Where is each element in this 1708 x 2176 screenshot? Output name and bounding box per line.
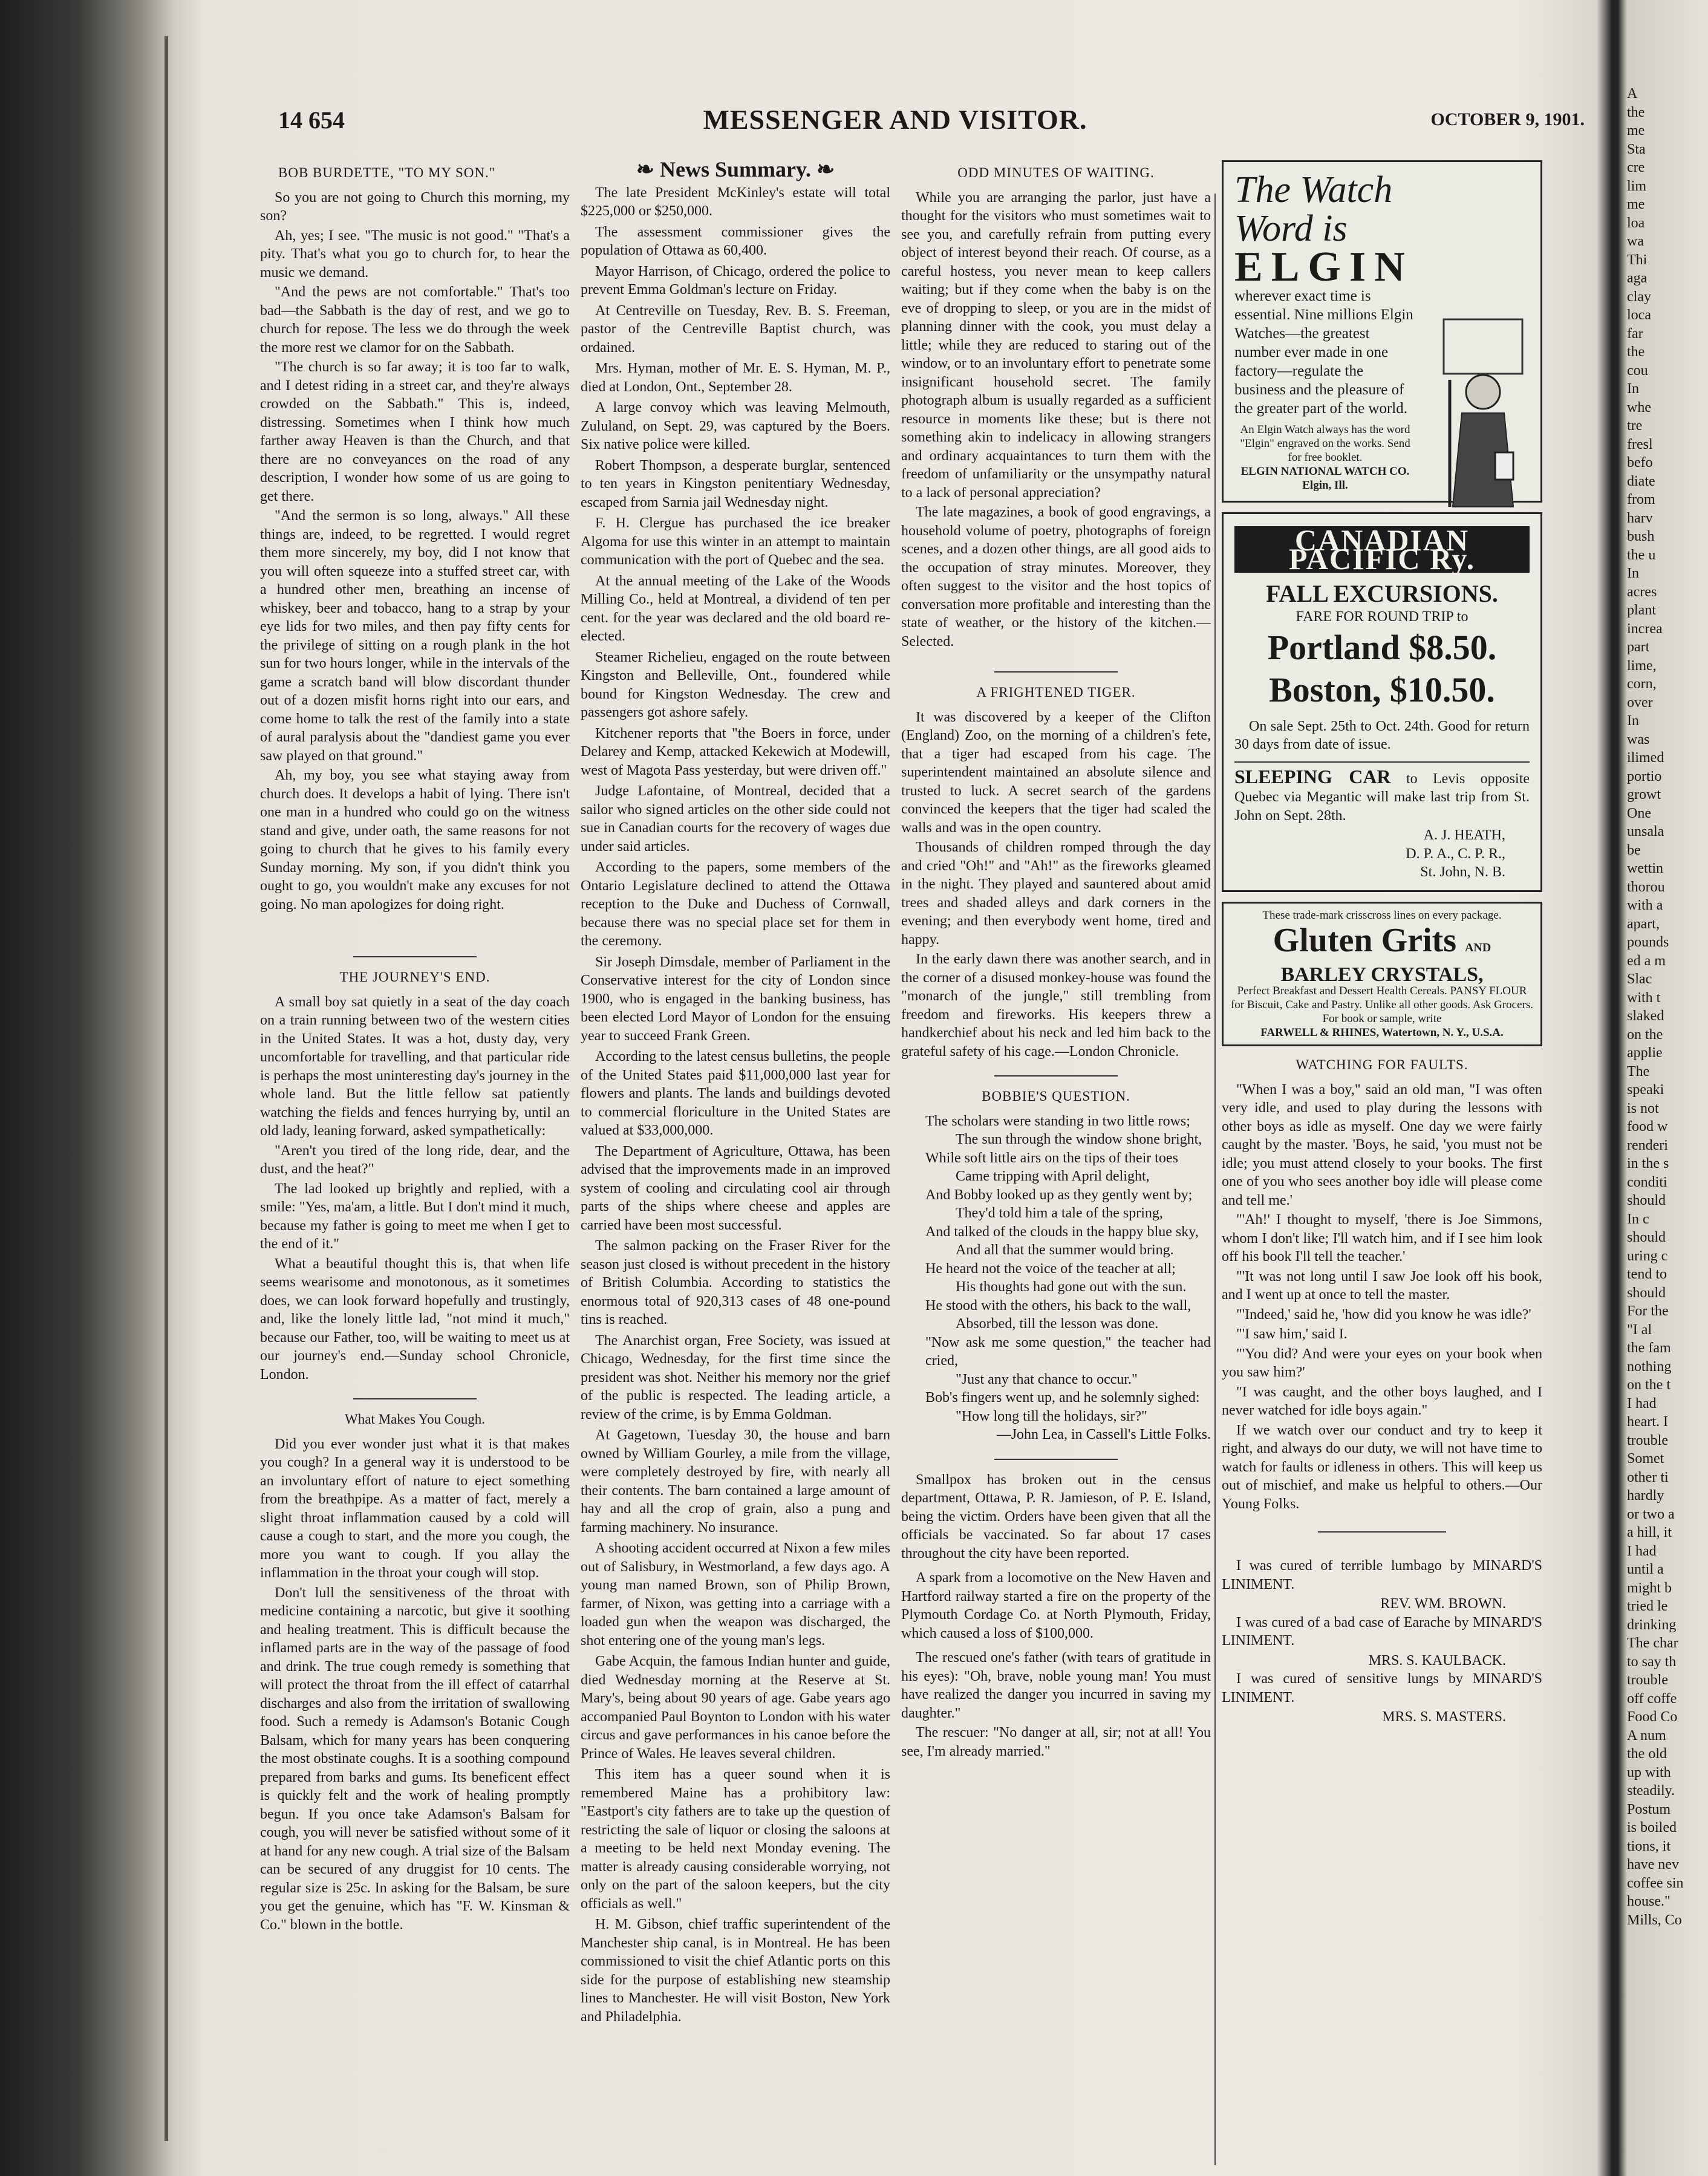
minard-testimonials [1222,1557,1542,1727]
fragment-line: tre [1627,418,1643,434]
article-paragraph: If we watch over our conduct and try to keep it right, and always do our duty, we will not have time to watch for faults or idleness in others. This will keep us out of mischief, and make us helpful to others.—Our Young Folks. [1222,1422,1542,1512]
news-item: A large convoy which was leaving Melmouth, Zululand, on Sept. 29, was captured by the Boers. Six native police were killed. [581,400,890,452]
article-paragraph: "When I was a boy," said an old man, "I was often very idle, and used to play during the lessons with other boys as idle as myself. One day we were fairly caught by the master. 'Boys, he said, 'you must not be idle; you must attend closely to your books. The first one of you who sees another boy idle will please come and tell me.' [1222,1081,1542,1208]
article-paragraph: A spark from a locomotive on the New Haven and Hartford railway started a fire on the property of the Plymouth Cordage Co. at North Plymouth, Friday, which caused a loss of $100,000. [901,1570,1211,1641]
testimonial: I was cured of terrible lumbago by MINARD'S LINIMENT. [1222,1558,1542,1592]
father-time-illustration [1438,313,1528,513]
article-title: BOB BURDETTE, "TO MY SON." [278,165,496,180]
article-paragraph: "Aren't you tired of the long ride, dear, and the dust, and the heat?" [260,1142,570,1177]
fragment-line: speaki [1627,1082,1664,1098]
fragment-line: or two a [1627,1506,1675,1522]
fragment-line: aga [1627,270,1648,286]
cpr-sleeping-label: SLEEPING CAR [1234,765,1391,787]
fragment-line: uring c [1627,1248,1668,1264]
fragment-line: tried le [1627,1598,1668,1614]
fragment-line: me [1627,197,1645,212]
fragment-line: The [1627,1063,1650,1080]
poem-line: Came tripping with April delight, [956,1168,1150,1184]
fragment-line: Sta [1627,141,1646,157]
column-4 [1222,160,1542,2156]
fragment-line: was [1627,731,1650,748]
fragment-line: should [1627,1193,1666,1208]
testimonial-signature: MRS. S. MASTERS. [1382,1709,1506,1725]
fragment-line: One [1627,805,1651,821]
news-item: According to the latest census bulletins, the people of the United States paid $11,000,000 last year for flowers and plants. The lands and buildings devoted to commercial floriculture in the United States are valued at $33,000,000. [581,1049,890,1138]
elgin-headline-line: The Watch [1234,169,1393,210]
fragment-line: off coffe [1627,1690,1677,1707]
section-divider [994,671,1118,673]
fragment-line: wa [1627,233,1644,249]
fragment-line: trouble [1627,1672,1668,1688]
fragment-line: house." [1627,1894,1671,1909]
fragment-line: me [1627,123,1645,138]
cpr-sleeping [1234,767,1530,826]
news-item: The late President McKinley's estate will total $225,000 or $250,000. [581,184,890,219]
fragment-line: The char [1627,1635,1678,1651]
fragment-line: growt [1627,787,1661,803]
fragment-line: ilimed [1627,750,1664,766]
fragment-line: the old [1627,1746,1667,1762]
article-title: What Makes You Cough. [345,1412,485,1427]
fragment-line: should [1627,1285,1666,1301]
fragment-line: in the s [1627,1156,1669,1171]
fragment-line: loca [1627,307,1651,323]
fragment-line: lime, [1627,657,1657,674]
gluten-tagline: These trade-mark crisscross lines on every package. [1262,908,1502,922]
news-item: Gabe Acquin, the famous Indian hunter and guide, died Wednesday morning at the Reserve at St. Mary's, being about 90 years of age. Gabe years ago accompanied Paul Boynton to London with his water circus and gave performances in his canoe before the Prince of Wales. He leaves several children. [581,1653,890,1762]
newspaper-page [181,48,1609,2153]
fragment-line: be [1627,842,1641,858]
fragment-line: is not [1627,1100,1659,1116]
news-item: Steamer Richelieu, engaged on the route between Kingston and Belleville, Ont., foundered while bound for Kingston Wednesday. The crew and passengers got ashore safely. [581,649,890,720]
fragment-line: thorou [1627,879,1665,895]
fragment-line: tend to [1627,1266,1667,1282]
fragment-line: diate [1627,473,1655,489]
elgin-note: An Elgin Watch always has the word "Elgin" engraved on the works. Send for free booklet. [1240,423,1410,464]
news-item: Kitchener reports that "the Boers in force, under Delarey and Kemp, attacked Kekewich at Modewill, west of Magota Pass yesterday, but were driven off." [581,725,890,778]
fragment-line: with t [1627,989,1661,1006]
cpr-price-portland: Portland $8.50. [1267,627,1497,667]
article-paragraph: What a beautiful thought this is, that when life seems wearisome and monotonous, as it sometimes does, we can look forward hopefully and trustingly, and, like the lonely little lad, "not mind it much," because our Father, too, will be waiting to meet us at our journey's end.—Sunday school Chronicle, London. [260,1256,570,1383]
news-item: F. H. Clergue has purchased the ice breaker Algoma for use this winter in an attempt to maintain communication with the port of Quebec and the sea. [581,515,890,568]
news-list [581,184,890,2027]
article-title: BOBBIE'S QUESTION. [982,1089,1130,1104]
news-item: H. M. Gibson, chief traffic superintendent of the Manchester ship canal, is in Montreal. He has been commissioned to visit the chief Atlantic ports on this side for the purpose of establishing new steamship lines to Manchester. He will visit Boston, New York and Philadelphia. [581,1917,890,2025]
news-item: Sir Joseph Dimsdale, member of Parliament in the Conservative interest for the city of London since 1900, who is engaged in the banking business, has been elected Lord Mayor of London for the ensuing year to succeed Frank Green. [581,954,890,1044]
fragment-line: the fam [1627,1340,1671,1356]
poem-line: And Bobby looked up as they gently went by; [925,1187,1193,1203]
fragment-line: coffee sin [1627,1875,1684,1891]
article-paragraph: "I was caught, and the other boys laughed, and I never watched for idle boys again." [1222,1384,1542,1418]
fragment-line: with a [1627,897,1663,913]
article-title: THE JOURNEY'S END. [339,969,491,985]
fragment-line: food w [1627,1119,1668,1135]
elgin-advertisement [1222,160,1542,503]
page-number: 14 654 [278,106,345,134]
gluten-address: FARWELL & RHINES, Watertown, N. Y., U.S.A. [1260,1026,1504,1039]
article-paragraph: "'It was not long until I saw Joe look off his book, and I went up at once to tell the master. [1222,1268,1542,1303]
article-paragraph: While you are arranging the parlor, just have a thought for the visitors who must sometimes wait to see you, and carefully refrain from putting every object of interest beyond their reach. Of course, as a careful hostess, you never mean to keep callers waiting; but if they come when the baby is on the eve of dropping to sleep, or you are in the midst of planning dinner with the cook, you must delay a little; while they are reduced to staring out of the window, or to an involuntary effort to penetrate some insignificant household secret. The family photograph album is usually regarded as a sufficient resource in moments like these; but is there not something akin to indelicacy in allowing strangers and ordinary acquaintances to turn them with the freedom of unfamiliarity or the unsympathy natural to a lack of personal appreciation? [901,189,1211,501]
poem-credit: —John Lea, in Cassell's Little Folks. [996,1427,1211,1442]
news-item: Mrs. Hyman, mother of Mr. E. S. Hyman, M. P., died at London, Ont., September 28. [581,360,890,395]
article-paragraph: The rescued one's father (with tears of gratitude in his eyes): "Oh, brave, noble young man! You must have realized the danger you incurred in saving my daughter." [901,1650,1211,1721]
fragment-line: over [1627,694,1653,711]
fragment-line: plant [1627,602,1656,618]
news-item: Mayor Harrison, of Chicago, ordered the police to prevent Emma Goldman's lecture on Friday. [581,263,890,298]
fragment-line: might b [1627,1580,1672,1596]
fragment-line: clay [1627,288,1651,305]
cpr-price-boston: Boston, $10.50. [1269,669,1495,709]
article-paragraph: "'Indeed,' said he, 'how did you know he was idle?' [1236,1306,1531,1323]
testimonial-signature: REV. WM. BROWN. [1380,1596,1506,1612]
adjacent-page-fragment [1627,85,1708,2080]
news-item: At Centreville on Tuesday, Rev. B. S. Freeman, pastor of the Centreville Baptist church, was ordained. [581,302,890,356]
fragment-line: on the t [1627,1377,1671,1393]
article-paragraph: A small boy sat quietly in a seat of the day coach on a train running between two of the western cities in the United States. It was a hot, dusty day, very uncomfortable for travelling, and that particular ride is perhaps the most uninteresting day's journey in the whole land. But the little fellow sat patiently watching the fields and fences hurrying by, until an old lady, leaning forward, asked sympathetically: [260,994,570,1139]
article-paragraph: So you are not going to Church this morning, my son? [260,189,570,224]
fragment-line: pounds [1627,934,1669,950]
article-paragraph: Smallpox has broken out in the census department, Ottawa, P. R. Jamieson, of P. E. Island, being the victim. Orders have been given that all the officials be vaccinated. So far about 17 cases throughout the city have been reported. [901,1471,1211,1562]
poem-line: The scholars were standing in two little rows; [925,1113,1190,1129]
fragment-line: bush [1627,529,1655,544]
gluten-body: Perfect Breakfast and Dessert Health Cereals. PANSY FLOUR for Biscuit, Cake and Pastry. Unlike all other goods. Ask Grocers. For book or sample, write [1230,985,1534,1025]
article-paragraph: The late magazines, a book of good engravings, a household volume of poetry, photographs of foreign scenes, and a dozen other things, are all good aids to the occupation of stray minutes. Moreover, they often suggest to the visitor and the host topics of conversation more profitable and interesting than the state of weather, or the history of the kitchen.—Selected. [901,504,1211,650]
fragment-line: to say th [1627,1653,1677,1670]
fragment-line: other ti [1627,1469,1669,1485]
fragment-line: For the [1627,1303,1669,1319]
news-item: At the annual meeting of the Lake of the Woods Milling Co., held at Montreal, a dividend of ten per cent. for the year was declared and the old board re-elected. [581,573,890,644]
fragment-line: the [1627,344,1645,360]
cpr-title: CANADIAN PACIFIC Ry. [1234,526,1530,573]
article-title: A FRIGHTENED TIGER. [976,685,1136,700]
fragment-line: up with [1627,1764,1671,1780]
fragment-line: A [1627,86,1638,102]
article-paragraph: "'You did? And were your eyes on your book when you saw him?' [1222,1346,1542,1380]
poem-line: Bob's fingers went up, and he solemnly sighed: [925,1390,1200,1406]
article-title: ODD MINUTES OF WAITING. [957,165,1155,180]
gluten-title [1230,922,1534,966]
gluten-brand: Gluten Grits [1273,921,1456,959]
masthead-title: MESSENGER AND VISITOR. [703,104,1087,135]
poem-line: And all that the summer would bring. [956,1242,1174,1258]
section-divider [353,956,477,957]
cpr-signature-line: St. John, N. B. [1420,864,1505,880]
fragment-line: lim [1627,178,1647,194]
article-title: WATCHING FOR FAULTS. [1296,1057,1468,1072]
fragment-line: whe [1627,399,1651,415]
issue-date: OCTOBER 9, 1901. [1430,109,1585,129]
page-header [181,106,1609,148]
fragment-line: nothing [1627,1358,1672,1375]
fragment-line: In [1627,381,1639,397]
news-item: The salmon packing on the Fraser River for the season just closed is without precedent in the history of British Columbia. According to statistics the enormous total of 920,313 cases of 48 one-pound tins is reached. [581,1238,890,1327]
fragment-line: from [1627,492,1655,507]
fragment-line: fresl [1627,436,1653,452]
fragment-line: corn, [1627,676,1657,692]
fragment-line: In c [1627,1211,1649,1227]
article-paragraph: "And the pews are not comfortable." That's too bad—the Sabbath is the day of rest, and we go to church for repose. The less we do through the week the more rest we clamor for on the Sabbath. [260,284,570,356]
article-paragraph: Don't lull the sensitiveness of the throat with medicine containing a narcotic, but give it soothing and healing treatment. This is difficult because the inflamed parts are in the way of the passage of food and drink. The true cough remedy is something that will protect the throat from the ill effect of catarrhal discharges and also from the irritation of swallowing food. Such a remedy is Adamson's Botanic Cough Balsam, which for many years has been conquering the most obstinate coughs. It is a soothing compound prepared from barks and gums. Its beneficent effect is quickly felt and the work of healing promptly begun. If you once take Adamson's Balsam for cough, you will never be satisfied without some of it at hand for any new cough. A trial size of the Balsam can be secured of any druggist for 10 cents. The regular size is 25c. In asking for the Balsam, be sure you get the genuine, which has "F. W. Kinsman & Co." blown in the bottle. [260,1585,570,1933]
article-paragraph: Ah, yes; I see. "The music is not good." "That's a pity. That's what you go to church for, to hear the music we demand. [260,227,570,281]
section-divider [1318,1531,1446,1533]
article-paragraph: "And the sermon is so long, always." All these things are, indeed, to be regretted. I would regret them more sincerely, my boy, did I not know that you will often squeeze into a stuffed street car, with a hundred other men, breathing an incense of whiskey, beer and tobacco, hang to a strap by your eye lids for two miles, and then pay fifty cents for the privilege of sitting on a rough plank in the hot sun for two hours longer, while in the intervals of the game a scratch band will blow discordant thunder out of a dozen misfit horns right into our ears, and come home to talk the rest of the family into a state of aural paralysis about the "dandiest game you ever saw played on that ground." [260,508,570,764]
cpr-sleeping-text: to Levis opposite Quebec via Megantic will make last trip from St. John on Sept. 28th. [1234,770,1530,824]
column-2 [581,160,890,2156]
gluten-and: AND [1464,940,1491,954]
cpr-advertisement [1222,512,1542,892]
fragment-line: harv [1627,510,1653,526]
fragment-line: tions, it [1627,1838,1671,1854]
news-item: A shooting accident occurred at Nixon a few miles out of Salisbury, in Westmorland, a few days ago. A young man named Brown, son of Philip Brown, farmer, of Nixon, was getting into a carriage with a loaded gun when the weapon was discharged, the shot entering one of the young man's legs. [581,1540,890,1649]
poem-line: "Now ask me some question," the teacher had cried, [925,1334,1211,1369]
column-3 [901,160,1211,2156]
fragment-line: Food Co [1627,1709,1678,1725]
poem-line: The sun through the window shone bright, [956,1132,1202,1147]
fragment-line: Slac [1627,971,1652,987]
article-paragraph: It was discovered by a keeper of the Clifton (England) Zoo, on the morning of a children's fete, that a tiger had escaped from his cage. The superintendent maintained an absolute silence and trusted to luck. A secret search of the gardens convinced the keepers that the tiger had scaled the walls and was in the open country. [901,709,1211,836]
fragment-line: increa [1627,621,1663,637]
testimonial-signature: MRS. S. KAULBACK. [1368,1652,1506,1669]
article-paragraph: In the early dawn there was another search, and in the corner of a disused monkey-house was found the "monarch of the jungle," still trembling from freedom and fireworks. His keepers threw a handkerchief about his neck and led him back to the grateful safety of his cage.—London Chronicle. [901,951,1211,1060]
article-paragraph: Ah, my boy, you see what staying away from church does. It develops a habit of lying. There isn't one man in a hundred who could go on the witness stand and give, under oath, the same reasons for not going to church that he gives to his family every Sunday morning. My son, if you didn't think you ought to go, you wouldn't make any excuses for not going. No man apologizes for doing right. [260,767,570,913]
fragment-line: drinking [1627,1617,1677,1633]
section-title: ❧ News Summary. ❧ [581,160,890,179]
fragment-line: I had [1627,1395,1657,1412]
fragment-line: renderi [1627,1137,1668,1153]
cpr-excursions: FALL EXCURSIONS. [1266,580,1498,607]
fragment-line: A num [1627,1727,1666,1744]
poem-line: "How long till the holidays, sir?" [956,1408,1147,1424]
news-item: This item has a queer sound when it is remembered Maine has a prohibitory law: "Eastport's city fathers are to take up the question of restricting the sale of liquor or closing the saloons at a meeting to be held next Monday evening. The matter is already causing considerable worrying, not only on the part of the saloon keepers, but the city officials as well." [581,1767,890,1912]
fragment-line: the u [1627,547,1656,563]
news-item: According to the papers, some members of the Ontario Legislature declined to attend the Ottawa reception to the Duke and Duchess of Cornwall, because there was no special place set for them in the ceremony. [581,859,890,949]
fragment-line: In [1627,713,1639,729]
section-divider [994,1459,1118,1460]
fragment-line: In [1627,565,1639,581]
fragment-line: befo [1627,455,1653,471]
article-paragraph: Thousands of children romped through the day and cried "Oh!" and "Ah!" as the fireworks gleamed in the night. They played and sauntered about amid trees and shaded alleys and dark corners in the evening; and then everybody went home, tired and happy. [901,839,1211,948]
news-item: The Anarchist organ, Free Society, was issued at Chicago, Wednesday, for the first time since the president was shot. Neither his memory nor the grief of the public is respected. The leading article, a review of the crime, is by Emma Goldman. [581,1332,890,1422]
fragment-line: a hill, it [1627,1525,1672,1540]
news-item: Judge Lafontaine, of Montreal, decided that a sailor who signed articles on the other side could not sue in Canadian courts for the recovery of wages due under said articles. [581,783,890,855]
binding-gutter [165,36,168,2141]
fragment-line: applie [1627,1045,1663,1061]
ornament-icon: ❧ [636,160,660,181]
elgin-body: wherever exact time is essential. Nine millions Elgin Watches—the greatest number ever made in one factory—regulate the business and the pleasure of the greater part of the world. [1234,288,1413,417]
fragment-line: Mills, Co [1627,1912,1682,1928]
fragment-line: portio [1627,768,1662,784]
poem-line: While soft little airs on the tips of their toes [925,1150,1178,1166]
fragment-line: I had [1627,1543,1657,1559]
poem-line: They'd told him a tale of the spring, [956,1205,1163,1221]
elgin-brand: ELGIN [1234,244,1413,290]
fragment-line: ed a m [1627,953,1666,969]
news-item: At Gagetown, Tuesday 30, the house and barn owned by William Gourley, a mile from the village, were completely destroyed by fire, with nearly all their contents. The barn contained a large amount of hay and all the crop of grain, also a pung and farming machinery. No insurance. [581,1427,890,1536]
cpr-signature [1234,826,1530,882]
fragment-line: part [1627,639,1650,655]
fragment-line: loa [1627,215,1645,231]
fragment-line: steadily. [1627,1783,1675,1799]
article-paragraph: "The church is so far away; it is too far to walk, and I detest riding in a street car, and they're always crowded on the Sabbath." This is, indeed, distressing. Sometimes when I think how much farther away Heaven is than the Church, and that there are no conveyances on the road of any description, I wonder how some of us are going to get there. [260,359,570,504]
poem-line: He stood with the others, his back to the wall, [925,1297,1191,1314]
cpr-sale-dates: On sale Sept. 25th to Oct. 24th. Good for return 30 days from date of issue. [1234,718,1530,752]
gluten-barley: BARLEY CRYSTALS, [1280,963,1484,986]
fragment-line: cre [1627,160,1645,175]
faults-article [1222,1081,1542,1514]
poem-line: And talked of the clouds in the happy blue sky, [925,1223,1199,1240]
poem-line: "Just any that chance to occur." [956,1371,1138,1387]
article-paragraph: Did you ever wonder just what it is that makes you cough? In a general way it is understood to be an involuntary effort of nature to eject something from the breathpipe. As a matter of fact, merely a slight throat inflammation caused by a cold will cause a cough to start, and the more you cough, the more you want to cough. If you allay the inflammation in the throat your cough will stop. [260,1436,570,1581]
fragment-line: Thi [1627,252,1648,268]
ornament-icon: ❧ [811,160,835,181]
column-1 [260,160,570,2156]
fragment-line: trouble [1627,1432,1668,1448]
fragment-line: hardly [1627,1488,1664,1503]
cpr-signature-line: A. J. HEATH, [1423,827,1505,843]
fragment-line: unsala [1627,824,1664,839]
section-divider [353,1398,477,1399]
section-divider [994,1075,1118,1077]
fragment-line: far [1627,325,1643,342]
news-item: The assessment commissioner gives the population of Ottawa as 60,400. [581,224,890,258]
article-paragraph: The rescuer: "No danger at all, sir; not at all! You see, I'm already married." [901,1725,1211,1759]
fragment-line: on the [1627,1026,1663,1043]
poem-line: His thoughts had gone out with the sun. [956,1279,1187,1295]
fragment-line: the [1627,104,1645,120]
fragment-line: wettin [1627,861,1663,876]
fragment-line: have nev [1627,1857,1679,1872]
cpr-signature-line: D. P. A., C. P. R., [1406,845,1505,862]
fragment-line: slaked [1627,1008,1664,1024]
fragment-line: Postum [1627,1801,1671,1817]
fragment-line: until a [1627,1562,1664,1577]
article-paragraph: The lad looked up brightly and replied, with a smile: "Yes, ma'am, a little. But I don't mind it much, because my father is going to meet me when I get to the end of it." [260,1181,570,1252]
fragment-line: cou [1627,362,1648,379]
poem [901,1112,1211,1426]
elgin-headline [1234,169,1530,290]
poem-line: He heard not the voice of the teacher at all; [925,1260,1176,1277]
fragment-line: should [1627,1230,1666,1245]
testimonial: I was cured of a bad case of Earache by MINARD'S LINIMENT. [1222,1614,1542,1649]
column-rule [1214,194,1216,2165]
cpr-divider [1234,761,1530,763]
news-item: Robert Thompson, a desperate burglar, sentenced to ten years in Kingston penitentiary Wednesday, escaped from Sarnia jail Wednesday night. [581,457,890,510]
fragment-line: acres [1627,584,1657,600]
elgin-company: ELGIN NATIONAL WATCH CO. Elgin, Ill. [1240,465,1410,492]
fragment-line: heart. I [1627,1414,1668,1430]
testimonial: I was cured of sensitive lungs by MINARD'S LINIMENT. [1222,1671,1542,1705]
fragment-line: apart, [1627,916,1660,932]
elgin-headline-line: Word is [1234,208,1348,249]
fragment-line: Somet [1627,1451,1664,1467]
article-paragraph: "'Ah!' I thought to myself, 'there is Joe Simmons, whom I don't like; I'll watch him, and if I see him look off his book I'll tell the teacher.' [1222,1212,1542,1265]
fragment-line: conditi [1627,1174,1667,1190]
cpr-fare: FARE FOR ROUND TRIP to [1296,609,1468,625]
fragment-line: "I al [1627,1321,1652,1338]
poem-line: Absorbed, till the lesson was done. [956,1316,1159,1332]
news-item: The Department of Agriculture, Ottawa, has been advised that the improvements made in an improved system of cooling and circulating cool air through parts of the ships where cheese and apples are carried have been most successful. [581,1143,890,1233]
gluten-advertisement [1222,902,1542,1047]
fragment-line: is boiled [1627,1820,1677,1836]
article-paragraph: "'I saw him,' said I. [1236,1326,1348,1342]
